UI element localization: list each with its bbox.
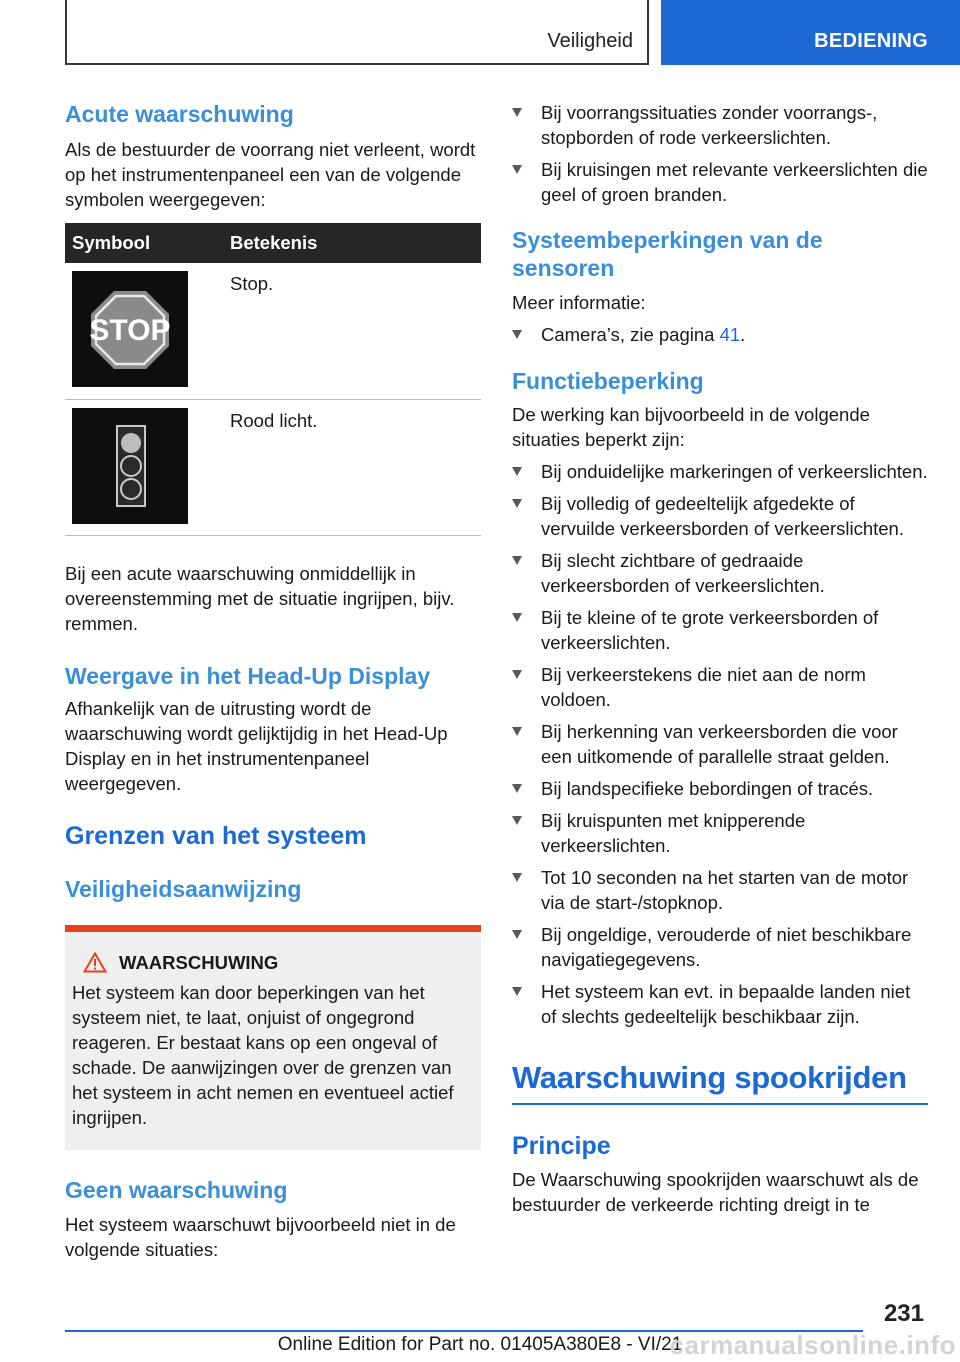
stop-sign-text: STOP xyxy=(89,314,171,347)
warning-triangle-icon xyxy=(83,952,107,973)
function-intro: De werking kan bijvoorbeeld in de volgende situaties beperkt zijn: xyxy=(512,404,870,450)
heading-hud: Weergave in het Head-Up Display xyxy=(65,662,431,689)
right-column xyxy=(512,100,928,1217)
traffic-light-icon xyxy=(72,408,188,524)
col-symbol: Symbool xyxy=(65,223,230,263)
bullet-triangle-icon xyxy=(512,165,522,174)
stop-sign-icon xyxy=(72,271,188,387)
warning-box xyxy=(65,925,481,1150)
list-item: Bij voorrangssituaties zonder voorrangs-, stopborden of rode verkeerslichten. xyxy=(512,100,928,150)
list-item: Bij kruisingen met relevante verkeerslichten die geel of groen branden. xyxy=(512,157,928,207)
table-row xyxy=(65,399,481,535)
list-item: Tot 10 seconden na het starten van de motor via de start-/stopknop. xyxy=(512,865,928,915)
bullet-triangle-icon xyxy=(512,670,522,679)
meaning-red-light: Rood licht. xyxy=(230,399,481,535)
list-item: Bij ongeldige, verouderde of niet beschikbare navigatiegegevens. xyxy=(512,922,928,972)
watermark: carmanualsonline.info xyxy=(669,1330,956,1360)
function-limits-list xyxy=(512,459,928,1029)
section-title: Veiligheid xyxy=(547,30,633,52)
list-item: Bij volledig of gedeeltelijk afgedekte of vervuilde verkeersborden of verkeerslichten. xyxy=(512,491,928,541)
chapter-title: BEDIENING xyxy=(814,30,928,52)
footer-edition: Online Edition for Part no. 01405A380E8 - VI/21 xyxy=(277,1334,683,1355)
warning-title-row xyxy=(83,952,471,974)
list-item: Bij verkeerstekens die niet aan de norm voldoen. xyxy=(512,662,928,712)
heading-function-limits: Functiebeperking xyxy=(512,368,704,394)
heading-wrong-way-warning: Waarschuwing spookrijden xyxy=(512,1059,928,1105)
acute-after-text: Bij een acute waarschuwing onmiddellijk in overeenstemming met de situatie ingrijpen, bijv. remmen. xyxy=(65,562,455,634)
bullet-triangle-icon xyxy=(512,467,522,476)
warning-title: WAARSCHUWING xyxy=(119,951,279,973)
list-item: Bij landspecifieke bebordingen of tracés. xyxy=(512,776,928,801)
bullet-triangle-icon xyxy=(512,499,522,508)
heading-safety-note: Veiligheidsaanwijzing xyxy=(65,875,302,902)
no-warning-list xyxy=(512,100,928,207)
header-chapter-tab[interactable] xyxy=(661,0,960,65)
principle-text: De Waarschuwing spookrijden waarschuwt als de bestuurder de verkeerde richting dreigt in te xyxy=(512,1169,919,1215)
warning-text: Het systeem kan door beperkingen van het systeem niet, te laat, onjuist of ongegrond reageren. Er bestaat kans op een ongeval of schade. De aanwijzingen over de grenzen van het systeem in acht nemen en eventueel actief ingrijpen. xyxy=(72,981,454,1128)
bullet-triangle-icon xyxy=(512,556,522,565)
bullet-triangle-icon xyxy=(512,108,522,117)
hud-text: Afhankelijk van de uitrusting wordt de waarschuwing wordt gelijktijdig in het Head-Up Display en in het instrumentenpaneel weergegeven. xyxy=(65,697,448,794)
acute-intro: Als de bestuurder de voorrang niet verleent, wordt op het instrumentenpaneel een van de volgende symbolen weergegeven: xyxy=(65,139,476,210)
symbol-table xyxy=(65,223,481,536)
more-info-label: Meer informatie: xyxy=(512,292,646,313)
sensor-list xyxy=(512,322,928,347)
list-item: Bij kruispunten met knipperende verkeerslichten. xyxy=(512,808,928,858)
list-item: Het systeem kan evt. in bepaalde landen niet of slechts gedeeltelijk beschikbaar zijn. xyxy=(512,979,928,1029)
list-item: Bij herkenning van verkeersborden die voor een uitkomende of parallelle straat gelden. xyxy=(512,719,928,769)
bullet-triangle-icon xyxy=(512,987,522,996)
page-number: 231 xyxy=(883,1300,924,1327)
list-item: Bij te kleine of te grote verkeersborden of verkeerslichten. xyxy=(512,605,928,655)
meaning-stop: Stop. xyxy=(230,263,481,399)
table-row xyxy=(65,263,481,399)
col-meaning: Betekenis xyxy=(230,223,481,263)
bullet-triangle-icon xyxy=(512,930,522,939)
list-item: Camera’s, zie pagina 41. xyxy=(512,322,928,347)
bullet-triangle-icon xyxy=(512,727,522,736)
list-item: Bij onduidelijke markeringen of verkeerslichten. xyxy=(512,459,928,484)
heading-sensor-limits: Systeembeperkingen van de sensoren xyxy=(512,227,823,281)
heading-system-limits: Grenzen van het systeem xyxy=(65,821,367,850)
bullet-triangle-icon xyxy=(512,816,522,825)
no-warning-text: Het systeem waarschuwt bijvoorbeeld niet in de volgende situaties: xyxy=(65,1213,456,1260)
camera-page-link[interactable]: 41 xyxy=(719,324,741,345)
bullet-triangle-icon xyxy=(512,330,522,339)
list-item: Bij slecht zichtbare of gedraaide verkeersborden of verkeerslichten. xyxy=(512,548,928,598)
header-section-tab xyxy=(65,0,649,65)
heading-principle: Principe xyxy=(512,1132,611,1160)
bullet-triangle-icon xyxy=(512,873,522,882)
table-header-row xyxy=(65,223,481,263)
heading-no-warning: Geen waarschuwing xyxy=(65,1176,288,1203)
heading-acute-warning: Acute waarschuwing xyxy=(65,101,294,127)
bullet-triangle-icon xyxy=(512,784,522,793)
bullet-triangle-icon xyxy=(512,613,522,622)
left-column xyxy=(65,100,481,1262)
